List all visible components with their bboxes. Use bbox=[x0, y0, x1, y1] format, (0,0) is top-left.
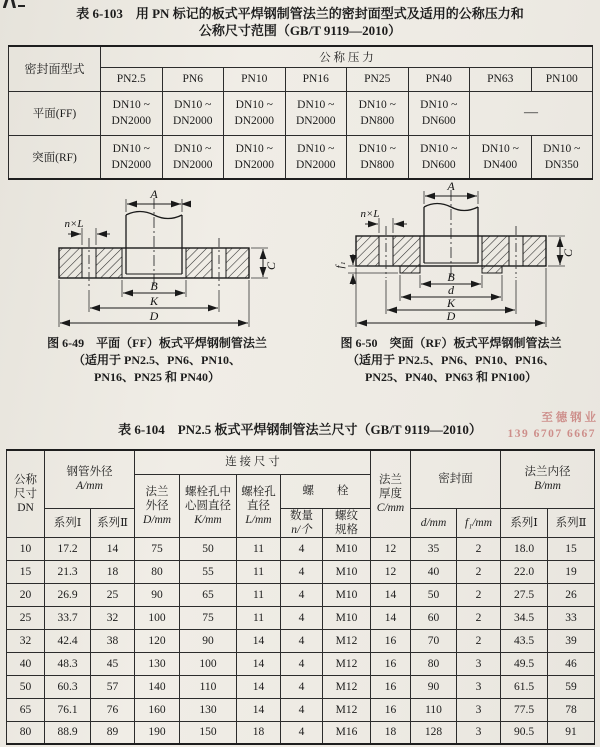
rf-flange-svg bbox=[308, 180, 595, 336]
pn-col-header: PN63 bbox=[470, 67, 532, 91]
range-line: DN10 ~ bbox=[481, 142, 519, 155]
cell: 14 bbox=[237, 629, 281, 652]
caption-line: 图 6-50 突面（RF）板式平焊钢制管法兰 bbox=[340, 336, 562, 350]
range-line: DN2000 bbox=[172, 115, 213, 127]
cell: 11 bbox=[237, 583, 281, 606]
cell: 32 bbox=[7, 629, 45, 652]
range-line: DN10 ~ bbox=[174, 142, 212, 155]
cell: 4 bbox=[281, 698, 323, 721]
cell: 15 bbox=[548, 537, 595, 560]
table1-title-line1: 表 6-103 用 PN 标记的板式平焊钢制管法兰的密封面型式及适用的公称压力和 bbox=[76, 6, 524, 21]
ff-flange-svg bbox=[14, 186, 299, 332]
header-connection-dims: 连 接 尺 寸 bbox=[135, 450, 371, 474]
cell: 89 bbox=[91, 721, 135, 744]
header-series1-bore: 系列Ⅰ bbox=[501, 508, 548, 537]
cell: 40 bbox=[7, 652, 45, 675]
figure-ff-caption bbox=[18, 335, 296, 386]
range-line: DN10 ~ bbox=[420, 99, 458, 111]
cell: 40 bbox=[411, 560, 457, 583]
dim-label-f1: f₁ bbox=[334, 261, 346, 269]
header-thread bbox=[323, 508, 371, 537]
flange-dimensions-table bbox=[6, 449, 595, 745]
dim-label-K: K bbox=[149, 294, 159, 308]
range-line: DN600 bbox=[421, 115, 456, 127]
figure-ff-flange-diagram bbox=[14, 186, 299, 337]
cell: 26 bbox=[548, 583, 595, 606]
cell: 20 bbox=[7, 583, 45, 606]
watermark-name: 至 德 钢 业 bbox=[541, 412, 596, 424]
cell: 110 bbox=[411, 698, 457, 721]
header-unit: D/mm bbox=[142, 513, 172, 526]
range-line: DN10 ~ bbox=[297, 99, 335, 111]
table-row bbox=[7, 583, 595, 606]
header-seal-f1: f₁/mm bbox=[457, 508, 501, 537]
table-row bbox=[7, 675, 595, 698]
caption-line: PN25、PN40、PN63 和 PN100） bbox=[365, 370, 537, 384]
cell: 90 bbox=[411, 675, 457, 698]
cell: 34.5 bbox=[501, 606, 548, 629]
dn-range-cell bbox=[101, 135, 163, 179]
cell: 60.3 bbox=[45, 675, 91, 698]
cell: 2 bbox=[457, 606, 501, 629]
cell: 65 bbox=[7, 698, 45, 721]
cell: 46 bbox=[548, 652, 595, 675]
header-series1: 系列Ⅰ bbox=[45, 508, 91, 537]
header-line: 法兰 bbox=[145, 485, 169, 498]
cell: 18.0 bbox=[501, 537, 548, 560]
dim-label-B: B bbox=[447, 270, 455, 284]
cell: 59 bbox=[548, 675, 595, 698]
cell: 130 bbox=[180, 698, 237, 721]
cell: 33 bbox=[548, 606, 595, 629]
cell: 25 bbox=[7, 606, 45, 629]
range-line: DN2000 bbox=[234, 115, 275, 127]
pn-col-header: PN40 bbox=[408, 67, 470, 91]
caption-line: 图 6-49 平面（FF）板式平焊钢制管法兰 bbox=[47, 336, 267, 350]
header-line: 螺栓孔中 bbox=[185, 485, 231, 498]
header-line: 钢管外径 bbox=[66, 466, 113, 479]
header-seal-face: 密封面 bbox=[411, 450, 501, 508]
cell: 80 bbox=[135, 560, 180, 583]
cell: 2 bbox=[457, 629, 501, 652]
table-row bbox=[7, 721, 595, 744]
range-line: DN10 ~ bbox=[358, 142, 396, 155]
cell: 16 bbox=[371, 698, 411, 721]
cell: 76 bbox=[91, 698, 135, 721]
header-line: 螺栓孔 bbox=[241, 485, 276, 498]
header-unit: n/个 bbox=[291, 523, 312, 536]
cell: M16 bbox=[323, 721, 371, 744]
cell: 3 bbox=[457, 721, 501, 744]
cell: 57 bbox=[91, 675, 135, 698]
cell: 14 bbox=[371, 583, 411, 606]
cell: 18 bbox=[91, 560, 135, 583]
dn-range-cell bbox=[470, 135, 532, 179]
seal-face-pressure-table bbox=[8, 45, 593, 180]
dim-label-A: A bbox=[447, 180, 455, 193]
cell: 190 bbox=[135, 721, 180, 744]
cell: 140 bbox=[135, 675, 180, 698]
cell: 4 bbox=[281, 537, 323, 560]
header-unit: L/mm bbox=[245, 513, 272, 526]
dim-label-d: d bbox=[448, 283, 454, 297]
cell: 50 bbox=[411, 583, 457, 606]
cell: 11 bbox=[237, 606, 281, 629]
seal-face-type-header: 密封面型式 bbox=[9, 46, 101, 91]
cell: 78 bbox=[548, 698, 595, 721]
cell: 48.3 bbox=[45, 652, 91, 675]
dn-range-cell bbox=[162, 135, 224, 179]
range-line: DN400 bbox=[483, 158, 518, 171]
header-line: 法兰 bbox=[379, 473, 402, 486]
dn-range-cell bbox=[347, 135, 409, 179]
cell: 160 bbox=[135, 698, 180, 721]
table1-title bbox=[0, 5, 600, 39]
cell: 32 bbox=[91, 606, 135, 629]
range-line: DN2000 bbox=[111, 158, 152, 171]
cell: 76.1 bbox=[45, 698, 91, 721]
cell: 70 bbox=[411, 629, 457, 652]
dn-range-cell bbox=[224, 135, 286, 179]
supplier-watermark bbox=[508, 410, 597, 442]
header-bolt-qty bbox=[281, 508, 323, 537]
cell: 12 bbox=[371, 560, 411, 583]
dim-label-C: C bbox=[264, 261, 278, 271]
cell: 10 bbox=[7, 537, 45, 560]
cell: 4 bbox=[281, 721, 323, 744]
cell: M12 bbox=[323, 629, 371, 652]
cell: M12 bbox=[323, 652, 371, 675]
cell: 90 bbox=[135, 583, 180, 606]
cell: 14 bbox=[371, 606, 411, 629]
header-bolt: 螺 栓 bbox=[281, 474, 371, 508]
cell: 91 bbox=[548, 721, 595, 744]
row-label-ff: 平面(FF) bbox=[9, 91, 101, 135]
dim-label-nxL: n×L bbox=[64, 218, 84, 230]
cell: 14 bbox=[237, 675, 281, 698]
header-line: 公称 bbox=[14, 473, 37, 486]
cell: M12 bbox=[323, 675, 371, 698]
cell: 77.5 bbox=[501, 698, 548, 721]
dn-range-cell bbox=[531, 135, 593, 179]
header-line: 尺寸 bbox=[14, 487, 37, 500]
cell: 4 bbox=[281, 629, 323, 652]
cell: 27.5 bbox=[501, 583, 548, 606]
header-series2-bore: 系列Ⅱ bbox=[548, 508, 595, 537]
header-series2: 系列Ⅱ bbox=[91, 508, 135, 537]
dn-range-cell bbox=[224, 91, 286, 135]
cell: 26.9 bbox=[45, 583, 91, 606]
dim-label-D: D bbox=[149, 309, 159, 323]
header-thickness bbox=[371, 450, 411, 537]
cell: 33.7 bbox=[45, 606, 91, 629]
cell: 3 bbox=[457, 698, 501, 721]
cell: 3 bbox=[457, 675, 501, 698]
cell: 55 bbox=[180, 560, 237, 583]
caption-line: （适用于 PN2.5、PN6、PN10、PN16、 bbox=[347, 353, 555, 367]
cell: 19 bbox=[548, 560, 595, 583]
header-bolt-hole bbox=[237, 474, 281, 537]
cell: 2 bbox=[457, 537, 501, 560]
pn-col-header: PN25 bbox=[347, 67, 409, 91]
dn-range-cell bbox=[347, 91, 409, 135]
dim-label-nxL: n×L bbox=[360, 208, 380, 220]
header-line: 外径 bbox=[145, 499, 169, 512]
cell: 50 bbox=[180, 537, 237, 560]
range-line: DN10 ~ bbox=[112, 142, 150, 155]
cell: 18 bbox=[371, 721, 411, 744]
caption-line: （适用于 PN2.5、PN6、PN10、 bbox=[73, 353, 241, 367]
not-applicable-dash: — bbox=[470, 91, 593, 135]
table-row bbox=[7, 629, 595, 652]
table-row bbox=[7, 652, 595, 675]
cell: 16 bbox=[371, 652, 411, 675]
header-line: 螺纹 bbox=[335, 509, 358, 522]
range-line: DN800 bbox=[360, 158, 395, 171]
range-line: DN10 ~ bbox=[235, 99, 273, 111]
cell: 128 bbox=[411, 721, 457, 744]
cell: 42.4 bbox=[45, 629, 91, 652]
cell: 75 bbox=[135, 537, 180, 560]
cell: 65 bbox=[180, 583, 237, 606]
range-line: DN10 ~ bbox=[235, 142, 273, 155]
range-line: DN350 bbox=[544, 158, 579, 171]
cell: 88.9 bbox=[45, 721, 91, 744]
cell: 60 bbox=[411, 606, 457, 629]
cell: 3 bbox=[457, 652, 501, 675]
cell: M10 bbox=[323, 583, 371, 606]
dn-range-cell bbox=[408, 135, 470, 179]
table1-title-line2: 公称尺寸范围（GB/T 9119—2010） bbox=[198, 23, 402, 38]
cell: 100 bbox=[135, 606, 180, 629]
cell: 90 bbox=[180, 629, 237, 652]
cell: 4 bbox=[281, 652, 323, 675]
cell: M10 bbox=[323, 560, 371, 583]
header-pipe-od bbox=[45, 450, 135, 508]
range-line: DN2000 bbox=[234, 158, 275, 171]
cell: 43.5 bbox=[501, 629, 548, 652]
header-bolt-circle bbox=[180, 474, 237, 537]
cell: 61.5 bbox=[501, 675, 548, 698]
dim-label-B: B bbox=[150, 279, 158, 293]
cell: 75 bbox=[180, 606, 237, 629]
range-line: DN10 ~ bbox=[543, 142, 581, 155]
cell: 14 bbox=[237, 652, 281, 675]
header-line: 直径 bbox=[247, 499, 270, 512]
dn-range-cell bbox=[162, 91, 224, 135]
header-unit: C/mm bbox=[376, 501, 405, 514]
cell: M10 bbox=[323, 606, 371, 629]
cell: 80 bbox=[411, 652, 457, 675]
cell: 16 bbox=[371, 629, 411, 652]
dim-label-A: A bbox=[150, 187, 158, 201]
table-row bbox=[7, 606, 595, 629]
cell: 39 bbox=[548, 629, 595, 652]
pn-col-header: PN6 bbox=[162, 67, 224, 91]
cell: 38 bbox=[91, 629, 135, 652]
range-line: DN2000 bbox=[295, 115, 336, 127]
cell: M12 bbox=[323, 698, 371, 721]
header-flange-od bbox=[135, 474, 180, 537]
range-line: DN2000 bbox=[295, 158, 336, 171]
cell: 14 bbox=[237, 698, 281, 721]
cell: 2 bbox=[457, 583, 501, 606]
cell: 18 bbox=[237, 721, 281, 744]
cell: 11 bbox=[237, 560, 281, 583]
cell: 4 bbox=[281, 675, 323, 698]
cell: 90.5 bbox=[501, 721, 548, 744]
pn-col-header: PN16 bbox=[285, 67, 347, 91]
cell: 21.3 bbox=[45, 560, 91, 583]
cell: 17.2 bbox=[45, 537, 91, 560]
dim-label-D: D bbox=[446, 309, 456, 323]
row-label-rf: 突面(RF) bbox=[9, 135, 101, 179]
header-line: 法兰内径 bbox=[524, 466, 571, 479]
watermark-phone: 139 6707 6667 bbox=[507, 428, 596, 440]
dn-range-cell bbox=[101, 91, 163, 135]
pn-col-header: PN2.5 bbox=[101, 67, 163, 91]
pn-col-header: PN100 bbox=[531, 67, 593, 91]
range-line: DN10 ~ bbox=[297, 142, 335, 155]
cell: 22.0 bbox=[501, 560, 548, 583]
cell: 4 bbox=[281, 583, 323, 606]
range-line: DN600 bbox=[421, 158, 456, 171]
cell: 12 bbox=[371, 537, 411, 560]
header-line: 规格 bbox=[335, 523, 358, 536]
table-row bbox=[7, 537, 595, 560]
cell: 25 bbox=[91, 583, 135, 606]
nominal-pressure-header: 公 称 压 力 bbox=[101, 46, 593, 67]
header-bore bbox=[501, 450, 595, 508]
header-line: 心圆直径 bbox=[185, 499, 231, 512]
table-row bbox=[7, 698, 595, 721]
header-dn bbox=[7, 450, 45, 537]
range-line: DN10 ~ bbox=[112, 99, 150, 111]
header-unit: A/mm bbox=[76, 480, 103, 493]
caption-line: PN16、PN25 和 PN40） bbox=[94, 370, 220, 384]
cell: 14 bbox=[91, 537, 135, 560]
header-line: 厚度 bbox=[379, 487, 402, 500]
cell: 4 bbox=[281, 606, 323, 629]
dim-label-K: K bbox=[446, 296, 456, 310]
dn-range-cell bbox=[408, 91, 470, 135]
cell: 11 bbox=[237, 537, 281, 560]
cell: 130 bbox=[135, 652, 180, 675]
range-line: DN2000 bbox=[172, 158, 213, 171]
range-line: DN10 ~ bbox=[358, 99, 396, 111]
cell: 120 bbox=[135, 629, 180, 652]
cell: 15 bbox=[7, 560, 45, 583]
header-unit: B/mm bbox=[534, 480, 561, 493]
cell: 35 bbox=[411, 537, 457, 560]
range-line: DN2000 bbox=[111, 115, 152, 127]
figure-rf-caption bbox=[308, 335, 594, 386]
cell: 110 bbox=[180, 675, 237, 698]
cell: 45 bbox=[91, 652, 135, 675]
cell: 150 bbox=[180, 721, 237, 744]
header-line: DN bbox=[17, 501, 34, 514]
cell: 4 bbox=[281, 560, 323, 583]
header-unit: K/mm bbox=[194, 513, 222, 526]
dim-label-C: C bbox=[561, 248, 575, 258]
range-line: DN10 ~ bbox=[174, 99, 212, 111]
pn-col-header: PN10 bbox=[224, 67, 286, 91]
cell: 49.5 bbox=[501, 652, 548, 675]
dn-range-cell bbox=[285, 91, 347, 135]
cell: 80 bbox=[7, 721, 45, 744]
cell: 2 bbox=[457, 560, 501, 583]
dn-range-cell bbox=[285, 135, 347, 179]
header-seal-d: d/mm bbox=[411, 508, 457, 537]
range-line: DN10 ~ bbox=[420, 142, 458, 155]
table-row bbox=[7, 560, 595, 583]
cell: M10 bbox=[323, 537, 371, 560]
cell: 16 bbox=[371, 675, 411, 698]
header-line: 数量 bbox=[290, 509, 313, 522]
cell: 50 bbox=[7, 675, 45, 698]
table2-title: 表 6-104 PN2.5 板式平焊钢制管法兰尺寸（GB/T 9119—2010） bbox=[118, 422, 482, 437]
range-line: DN800 bbox=[360, 115, 395, 127]
cell: 100 bbox=[180, 652, 237, 675]
figure-rf-flange-diagram bbox=[308, 180, 595, 341]
